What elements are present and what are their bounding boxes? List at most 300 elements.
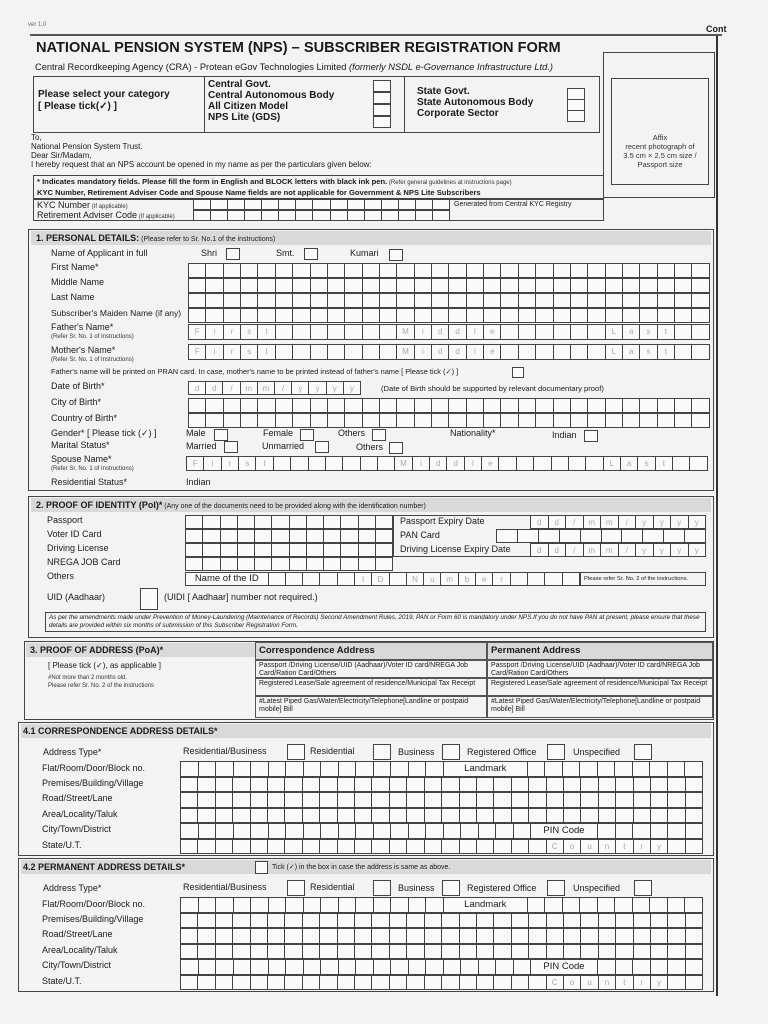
char-box[interactable]	[640, 309, 657, 322]
char-box[interactable]	[686, 976, 703, 989]
char-box[interactable]	[355, 840, 372, 853]
char-box[interactable]	[390, 976, 407, 989]
char-box[interactable]	[390, 793, 407, 807]
char-box[interactable]	[203, 516, 220, 528]
char-box[interactable]	[216, 914, 233, 927]
char-box[interactable]	[633, 824, 651, 838]
char-box[interactable]	[554, 325, 571, 339]
char-box[interactable]	[251, 976, 268, 989]
char-box[interactable]	[651, 914, 668, 927]
char-box[interactable]	[241, 414, 258, 427]
char-box[interactable]	[268, 945, 285, 958]
char-box-hint[interactable]: s	[640, 345, 657, 359]
char-box[interactable]	[512, 793, 529, 807]
char-box[interactable]	[272, 544, 289, 556]
char-box[interactable]	[650, 898, 668, 912]
char-box[interactable]	[494, 840, 511, 853]
char-box[interactable]	[399, 211, 416, 220]
char-box[interactable]	[449, 399, 466, 412]
char-box[interactable]	[355, 945, 372, 958]
checkbox-central-govt[interactable]	[373, 80, 391, 92]
char-box[interactable]	[363, 309, 380, 322]
char-box[interactable]	[355, 809, 372, 822]
char-box-hint[interactable]: L	[606, 345, 623, 359]
char-box[interactable]	[361, 457, 378, 470]
char-box[interactable]	[449, 264, 466, 277]
char-box[interactable]	[303, 778, 320, 791]
char-box[interactable]	[199, 898, 217, 912]
char-box[interactable]	[206, 279, 223, 292]
maiden-name-input[interactable]	[188, 308, 710, 323]
char-box[interactable]	[467, 399, 484, 412]
char-box[interactable]	[686, 778, 703, 791]
char-box[interactable]	[307, 544, 324, 556]
char-box[interactable]	[675, 325, 692, 339]
char-box[interactable]	[359, 516, 376, 528]
char-box[interactable]	[251, 809, 268, 822]
char-box[interactable]	[269, 898, 287, 912]
passport-input[interactable]	[185, 515, 393, 529]
char-box[interactable]	[234, 762, 252, 776]
char-box[interactable]	[415, 399, 432, 412]
char-box[interactable]	[650, 762, 668, 776]
char-box[interactable]	[598, 960, 616, 974]
char-box-hint[interactable]: l	[467, 345, 484, 359]
char-box[interactable]	[255, 516, 272, 528]
char-box[interactable]	[363, 279, 380, 292]
char-box[interactable]	[529, 914, 546, 927]
char-box[interactable]	[320, 809, 337, 822]
char-box-hint[interactable]: y	[651, 976, 668, 989]
char-box[interactable]	[623, 264, 640, 277]
char-box[interactable]	[198, 793, 215, 807]
char-box[interactable]	[274, 457, 291, 470]
char-box-hint[interactable]: y	[671, 544, 689, 556]
char-box[interactable]	[581, 945, 598, 958]
other-id-input[interactable]	[185, 572, 580, 586]
char-box[interactable]	[425, 793, 442, 807]
unspecified-checkbox[interactable]	[634, 744, 652, 760]
char-box[interactable]	[228, 211, 245, 220]
char-box[interactable]	[251, 960, 269, 974]
perm-option-lease[interactable]: Registered Lease/Sale agreement of residence/Municipal Tax Receipt	[487, 678, 713, 696]
char-box[interactable]	[571, 345, 588, 359]
char-box-hint[interactable]: l	[465, 457, 482, 470]
first-name-input[interactable]	[188, 263, 710, 278]
char-box[interactable]	[356, 898, 374, 912]
char-box[interactable]	[536, 264, 553, 277]
char-box-hint[interactable]: /	[619, 544, 637, 556]
pan-input[interactable]	[496, 529, 706, 543]
char-box[interactable]	[432, 399, 449, 412]
char-box[interactable]	[467, 309, 484, 322]
char-box[interactable]	[397, 414, 414, 427]
char-box[interactable]	[359, 530, 376, 542]
char-box[interactable]	[588, 264, 605, 277]
char-box-hint[interactable]: D	[372, 573, 389, 585]
char-box-hint[interactable]: y	[671, 516, 689, 528]
char-box[interactable]	[409, 762, 427, 776]
char-box-hint[interactable]: y	[327, 382, 344, 394]
dob-input[interactable]	[188, 381, 361, 395]
char-box[interactable]	[606, 399, 623, 412]
road-input[interactable]	[180, 928, 703, 944]
char-box[interactable]	[571, 325, 588, 339]
char-box[interactable]	[390, 929, 407, 943]
char-box-hint[interactable]: e	[484, 325, 501, 339]
char-box-hint[interactable]: i	[206, 325, 223, 339]
char-box[interactable]	[529, 945, 546, 958]
char-box[interactable]	[285, 914, 302, 927]
char-box[interactable]	[382, 211, 399, 220]
char-box[interactable]	[571, 309, 588, 322]
char-box[interactable]	[536, 309, 553, 322]
char-box[interactable]	[320, 573, 337, 585]
char-box[interactable]	[658, 264, 675, 277]
city-input[interactable]	[180, 959, 703, 975]
char-box[interactable]	[285, 793, 302, 807]
char-box[interactable]	[338, 914, 355, 927]
char-box[interactable]	[391, 824, 409, 838]
char-box-hint[interactable]: o	[564, 976, 581, 989]
char-box[interactable]	[588, 279, 605, 292]
char-box-hint[interactable]: F	[189, 325, 206, 339]
char-box[interactable]	[233, 945, 250, 958]
char-box[interactable]	[326, 457, 343, 470]
char-box-hint[interactable]: I	[355, 573, 372, 585]
char-box[interactable]	[512, 976, 529, 989]
char-box[interactable]	[449, 309, 466, 322]
char-box[interactable]	[216, 960, 234, 974]
char-box[interactable]	[233, 809, 250, 822]
char-box[interactable]	[238, 516, 255, 528]
char-box[interactable]	[224, 414, 241, 427]
char-box[interactable]	[588, 325, 605, 339]
char-box[interactable]	[251, 945, 268, 958]
char-box[interactable]	[372, 778, 389, 791]
char-box-hint[interactable]: M	[397, 345, 414, 359]
char-box[interactable]	[320, 840, 337, 853]
char-box[interactable]	[668, 914, 685, 927]
char-box[interactable]	[545, 762, 563, 776]
mother-name-input[interactable]	[188, 344, 710, 360]
registered-office-checkbox[interactable]	[547, 880, 565, 896]
char-box[interactable]	[426, 960, 444, 974]
char-box[interactable]	[228, 200, 245, 209]
char-box[interactable]	[290, 544, 307, 556]
char-box[interactable]	[460, 945, 477, 958]
char-box[interactable]	[477, 778, 494, 791]
char-box[interactable]	[311, 414, 328, 427]
char-box[interactable]	[692, 279, 709, 292]
char-box[interactable]	[328, 399, 345, 412]
char-box[interactable]	[311, 325, 328, 339]
char-box-hint[interactable]: y	[654, 544, 672, 556]
char-box[interactable]	[460, 840, 477, 853]
kumari-checkbox[interactable]	[389, 249, 403, 261]
char-box[interactable]	[189, 309, 206, 322]
char-box-hint[interactable]: d	[189, 382, 206, 394]
char-box[interactable]	[293, 345, 310, 359]
char-box-hint[interactable]: i	[413, 457, 430, 470]
char-box[interactable]	[251, 824, 269, 838]
char-box[interactable]	[571, 294, 588, 307]
char-box[interactable]	[291, 457, 308, 470]
char-box[interactable]	[563, 573, 580, 585]
char-box-hint[interactable]: n	[599, 976, 616, 989]
char-box-hint[interactable]: r	[224, 345, 241, 359]
char-box[interactable]	[224, 399, 241, 412]
char-box[interactable]	[409, 898, 427, 912]
char-box[interactable]	[586, 457, 603, 470]
char-box[interactable]	[563, 898, 581, 912]
char-box[interactable]	[547, 793, 564, 807]
char-box[interactable]	[199, 960, 217, 974]
char-box[interactable]	[216, 929, 233, 943]
char-box[interactable]	[668, 929, 685, 943]
char-box[interactable]	[320, 778, 337, 791]
state-input[interactable]	[180, 839, 703, 854]
char-box[interactable]	[529, 976, 546, 989]
char-box[interactable]	[686, 960, 704, 974]
char-box[interactable]	[276, 309, 293, 322]
char-box[interactable]	[634, 793, 651, 807]
area-input[interactable]	[180, 944, 703, 959]
char-box[interactable]	[564, 945, 581, 958]
char-box[interactable]	[599, 778, 616, 791]
char-box[interactable]	[407, 840, 424, 853]
char-box[interactable]	[374, 898, 392, 912]
char-box-hint[interactable]: t	[258, 325, 275, 339]
char-box-hint[interactable]: a	[623, 325, 640, 339]
gender-others-checkbox[interactable]	[372, 429, 386, 441]
char-box[interactable]	[198, 976, 215, 989]
photo-placeholder[interactable]	[611, 78, 709, 185]
char-box[interactable]	[512, 929, 529, 943]
char-box[interactable]	[206, 399, 223, 412]
char-box[interactable]	[238, 544, 255, 556]
premises-input[interactable]	[180, 777, 703, 792]
char-box-hint[interactable]: /	[566, 516, 584, 528]
char-box[interactable]	[224, 264, 241, 277]
char-box[interactable]	[599, 914, 616, 927]
char-box[interactable]	[623, 414, 640, 427]
char-box[interactable]	[651, 929, 668, 943]
char-box[interactable]	[407, 809, 424, 822]
char-box[interactable]	[519, 279, 536, 292]
char-box[interactable]	[634, 914, 651, 927]
char-box[interactable]	[494, 793, 511, 807]
char-box[interactable]	[564, 793, 581, 807]
char-box-hint[interactable]: e	[482, 457, 499, 470]
char-box-hint[interactable]: t	[256, 457, 273, 470]
char-box[interactable]	[496, 960, 514, 974]
char-box[interactable]	[186, 558, 203, 570]
char-box-hint[interactable]: d	[447, 457, 464, 470]
char-box-hint[interactable]: s	[241, 345, 258, 359]
char-box[interactable]	[341, 558, 358, 570]
char-box[interactable]	[258, 399, 275, 412]
char-box[interactable]	[501, 345, 518, 359]
char-box[interactable]	[658, 279, 675, 292]
dl-expiry-input[interactable]	[530, 543, 706, 557]
char-box[interactable]	[216, 793, 233, 807]
char-box[interactable]	[668, 809, 685, 822]
char-box[interactable]	[321, 960, 339, 974]
char-box[interactable]	[449, 294, 466, 307]
retirement-adviser-code-input[interactable]	[193, 210, 450, 221]
char-box-hint[interactable]: i	[415, 345, 432, 359]
char-box[interactable]	[268, 914, 285, 927]
char-box[interactable]	[339, 960, 357, 974]
char-box[interactable]	[198, 945, 215, 958]
char-box[interactable]	[374, 824, 392, 838]
char-box[interactable]	[484, 399, 501, 412]
char-box[interactable]	[675, 414, 692, 427]
char-box[interactable]	[554, 294, 571, 307]
char-box[interactable]	[286, 762, 304, 776]
char-box-hint[interactable]: d	[549, 544, 567, 556]
char-box[interactable]	[328, 264, 345, 277]
char-box[interactable]	[320, 793, 337, 807]
char-box[interactable]	[519, 399, 536, 412]
char-box[interactable]	[320, 945, 337, 958]
char-box[interactable]	[328, 325, 345, 339]
char-box[interactable]	[407, 778, 424, 791]
char-box[interactable]	[599, 793, 616, 807]
char-box[interactable]	[686, 809, 703, 822]
char-box[interactable]	[181, 914, 198, 927]
char-box[interactable]	[581, 809, 598, 822]
char-box[interactable]	[286, 573, 303, 585]
char-box[interactable]	[425, 945, 442, 958]
char-box[interactable]	[467, 264, 484, 277]
char-box[interactable]	[415, 414, 432, 427]
char-box[interactable]	[426, 898, 444, 912]
char-box-hint[interactable]: d	[549, 516, 567, 528]
char-box[interactable]	[216, 762, 234, 776]
char-box[interactable]	[494, 945, 511, 958]
char-box[interactable]	[324, 516, 341, 528]
char-box[interactable]	[658, 309, 675, 322]
char-box-hint[interactable]: M	[395, 457, 412, 470]
char-box[interactable]	[616, 824, 634, 838]
char-box[interactable]	[545, 898, 563, 912]
mother-name-print-checkbox[interactable]	[512, 367, 524, 378]
char-box[interactable]	[376, 530, 393, 542]
char-box[interactable]	[233, 929, 250, 943]
char-box[interactable]	[355, 976, 372, 989]
char-box[interactable]	[391, 898, 409, 912]
char-box[interactable]	[477, 976, 494, 989]
char-box[interactable]	[552, 457, 569, 470]
char-box-hint[interactable]: y	[636, 516, 654, 528]
char-box[interactable]	[189, 294, 206, 307]
char-box[interactable]	[285, 976, 302, 989]
char-box[interactable]	[460, 976, 477, 989]
char-box[interactable]	[633, 762, 651, 776]
char-box[interactable]	[442, 793, 459, 807]
char-box[interactable]	[634, 809, 651, 822]
char-box[interactable]	[328, 414, 345, 427]
char-box[interactable]	[268, 778, 285, 791]
char-box[interactable]	[276, 325, 293, 339]
char-box[interactable]	[519, 325, 536, 339]
char-box[interactable]	[432, 264, 449, 277]
char-box-hint[interactable]: /	[223, 382, 240, 394]
char-box[interactable]	[564, 809, 581, 822]
char-box[interactable]	[460, 793, 477, 807]
char-box[interactable]	[324, 558, 341, 570]
char-box[interactable]	[432, 279, 449, 292]
char-box[interactable]	[285, 840, 302, 853]
char-box-hint[interactable]: d	[449, 325, 466, 339]
country-of-birth-input[interactable]	[188, 413, 710, 428]
char-box-hint[interactable]: s	[241, 325, 258, 339]
char-box[interactable]	[186, 530, 203, 542]
char-box[interactable]	[224, 294, 241, 307]
char-box[interactable]	[519, 309, 536, 322]
char-box[interactable]	[622, 530, 643, 542]
char-box[interactable]	[211, 211, 228, 220]
char-box[interactable]	[554, 279, 571, 292]
char-box[interactable]	[276, 294, 293, 307]
char-box[interactable]	[409, 960, 427, 974]
residential-checkbox[interactable]	[373, 744, 391, 760]
char-box[interactable]	[512, 945, 529, 958]
char-box-hint[interactable]: m	[441, 573, 458, 585]
char-box[interactable]	[203, 544, 220, 556]
char-box[interactable]	[501, 309, 518, 322]
char-box[interactable]	[181, 824, 199, 838]
char-box-hint[interactable]: s	[638, 457, 655, 470]
char-box-hint[interactable]: N	[407, 573, 424, 585]
char-box[interactable]	[634, 945, 651, 958]
char-box[interactable]	[415, 264, 432, 277]
char-box-hint[interactable]: F	[187, 457, 204, 470]
char-box[interactable]	[251, 793, 268, 807]
nrega-input[interactable]	[185, 557, 393, 571]
char-box[interactable]	[686, 840, 703, 853]
char-box[interactable]	[216, 778, 233, 791]
char-box[interactable]	[442, 840, 459, 853]
char-box[interactable]	[203, 558, 220, 570]
char-box[interactable]	[599, 929, 616, 943]
char-box[interactable]	[497, 530, 518, 542]
char-box[interactable]	[640, 399, 657, 412]
char-box-hint[interactable]: u	[581, 976, 598, 989]
checkbox-nps-lite[interactable]	[373, 116, 391, 128]
char-box[interactable]	[356, 762, 374, 776]
char-box[interactable]	[416, 200, 433, 209]
char-box[interactable]	[668, 960, 686, 974]
char-box[interactable]	[372, 809, 389, 822]
char-box[interactable]	[407, 914, 424, 927]
char-box[interactable]	[268, 840, 285, 853]
char-box[interactable]	[623, 294, 640, 307]
char-box[interactable]	[519, 414, 536, 427]
char-box[interactable]	[356, 960, 374, 974]
char-box[interactable]	[382, 200, 399, 209]
char-box[interactable]	[234, 824, 252, 838]
char-box[interactable]	[324, 544, 341, 556]
char-box[interactable]	[673, 457, 690, 470]
char-box[interactable]	[313, 200, 330, 209]
char-box[interactable]	[186, 544, 203, 556]
char-box[interactable]	[206, 294, 223, 307]
char-box-hint[interactable]: d	[430, 457, 447, 470]
char-box-hint[interactable]: d	[449, 345, 466, 359]
